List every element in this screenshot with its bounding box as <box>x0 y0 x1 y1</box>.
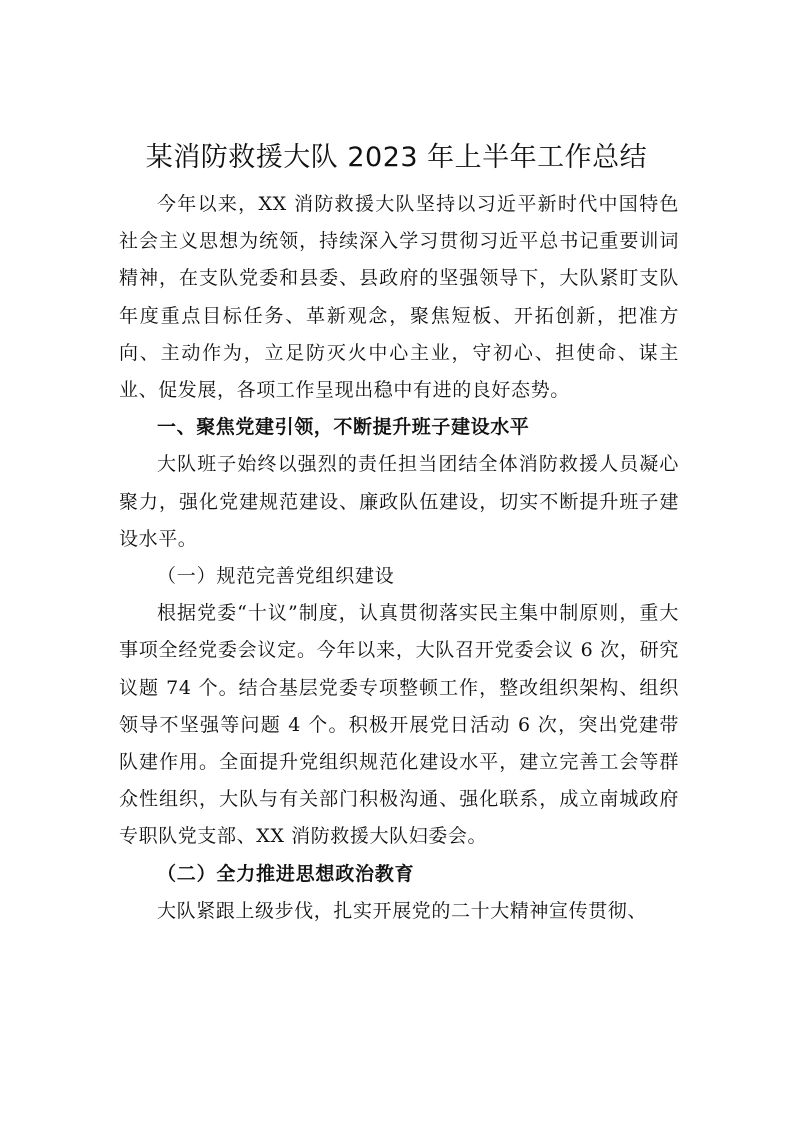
section-1-paragraph: 大队班子始终以强烈的责任担当团结全体消防救援人员凝心聚力，强化党建规范建设、廉政队伍建设，切实不断提升班子建设水平。 <box>119 453 679 550</box>
document-title: 某消防救援大队 2023 年上半年工作总结 <box>145 142 648 173</box>
section-1-heading: 一、聚焦党建引领，不断提升班子建设水平 <box>157 416 530 439</box>
subsection-2-paragraph: 大队紧跟上级步伐，扎实开展党的二十大精神宣传贯彻、 <box>157 899 648 922</box>
document-body <box>119 186 679 930</box>
subsection-2-heading: （二）全力推进思想政治教育 <box>157 862 415 885</box>
intro-paragraph: 今年以来，XX 消防救援大队坚持以习近平新时代中国特色社会主义思想为统领，持续深入学习贯彻习近平总书记重要训词精神，在支队党委和县委、县政府的坚强领导下，大队紧盯支队年度重点目标任务、革新观念，聚焦短板、开拓创新，把准方向、主动作为，立足防灭火中心主业，守初心、担使命、谋主业、促发展，各项工作呈现出稳中有进的良好态势。 <box>119 193 679 402</box>
subsection-1-paragraph: 根据党委“十议”制度，认真贯彻落实民主集中制原则，重大事项全经党委会议定。今年以来，大队召开党委会议 6 次，研究议题 74 个。结合基层党委专项整顿工作，整改组织架构、组织领导不坚强等问题 4 个。积极开展党日活动 6 次，突出党建带队建作用。全面提升党组织规范化建设水平，建立完善工会等群众性组织，大队与有关部门积极沟通、强化联系，成立南城政府专职队党支部、XX 消防救援大队妇委会。 <box>119 602 679 848</box>
subsection-1-heading: （一）规范完善党组织建设 <box>157 565 395 588</box>
